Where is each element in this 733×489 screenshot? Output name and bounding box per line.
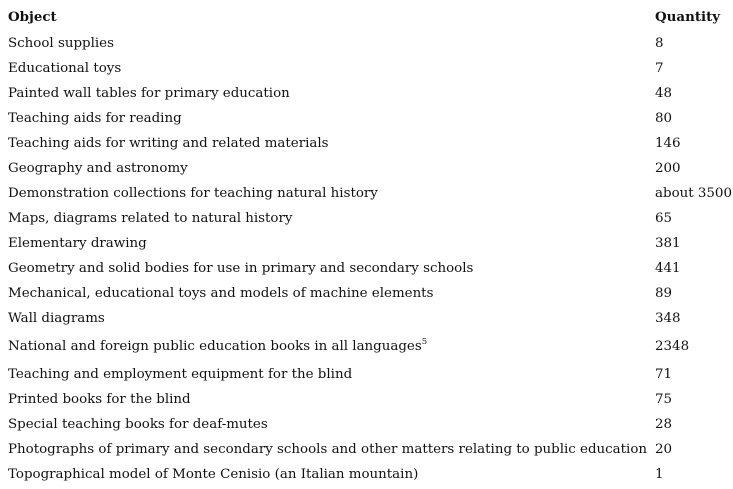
object-cell-text: National and foreign public education books in all languages [8,339,422,354]
object-cell: Elementary drawing [8,236,147,251]
table-row [4,412,733,437]
table-row [4,231,733,256]
quantity-cell: 89 [655,286,673,301]
table-row [4,56,733,81]
quantity-cell: 71 [655,367,673,382]
table-header [4,4,733,31]
quantity-cell: 7 [655,61,664,76]
table-row [4,306,733,331]
object-cell: Maps, diagrams related to natural history [8,211,293,226]
header-object: Object [8,9,57,25]
table-row [4,256,733,281]
object-cell: Wall diagrams [8,311,105,326]
quantity-cell: 441 [655,261,681,276]
table-row [4,31,733,56]
table-body [4,31,733,487]
object-cell: School supplies [8,36,114,51]
quantity-cell: 80 [655,111,673,126]
object-cell: Teaching aids for reading [8,111,182,126]
object-cell: Teaching and employment equipment for the blind [8,367,353,382]
table-row [4,462,733,487]
table-row [4,206,733,231]
inventory-table [4,4,733,487]
footnote-marker: 5 [421,337,428,347]
header-row [4,4,733,31]
table-row [4,331,733,362]
quantity-cell: 20 [655,442,673,457]
object-cell: Teaching aids for writing and related materials [8,136,329,151]
quantity-cell: 348 [655,311,681,326]
table-row [4,106,733,131]
object-cell: Photographs of primary and secondary schools and other matters relating to public education [8,442,648,457]
quantity-cell: 2348 [655,339,690,354]
table-row [4,181,733,206]
table-row [4,156,733,181]
quantity-cell: 28 [655,417,673,432]
header-quantity: Quantity [655,9,721,25]
object-cell: Educational toys [8,61,122,76]
quantity-cell: 65 [655,211,673,226]
object-cell: Geometry and solid bodies for use in primary and secondary schools [8,261,474,276]
quantity-cell: 48 [655,86,673,101]
object-cell: Demonstration collections for teaching natural history [8,186,378,201]
object-cell: Mechanical, educational toys and models of machine elements [8,286,434,301]
quantity-cell: 146 [655,136,681,151]
table-row [4,437,733,462]
object-cell: Geography and astronomy [8,161,188,176]
object-cell: Printed books for the blind [8,392,191,407]
quantity-cell: about 3500 [655,186,732,201]
table-row [4,281,733,306]
object-cell: Special teaching books for deaf-mutes [8,417,268,432]
table-row [4,81,733,106]
quantity-cell: 200 [655,161,681,176]
table-row [4,362,733,387]
quantity-cell: 381 [655,236,681,251]
quantity-cell: 75 [655,392,673,407]
object-cell [4,331,651,362]
object-cell: Topographical model of Monte Cenisio (an Italian mountain) [8,467,419,482]
table-row [4,131,733,156]
object-cell: Painted wall tables for primary education [8,86,290,101]
table-row [4,387,733,412]
quantity-cell: 8 [655,36,664,51]
quantity-cell: 1 [655,467,664,482]
